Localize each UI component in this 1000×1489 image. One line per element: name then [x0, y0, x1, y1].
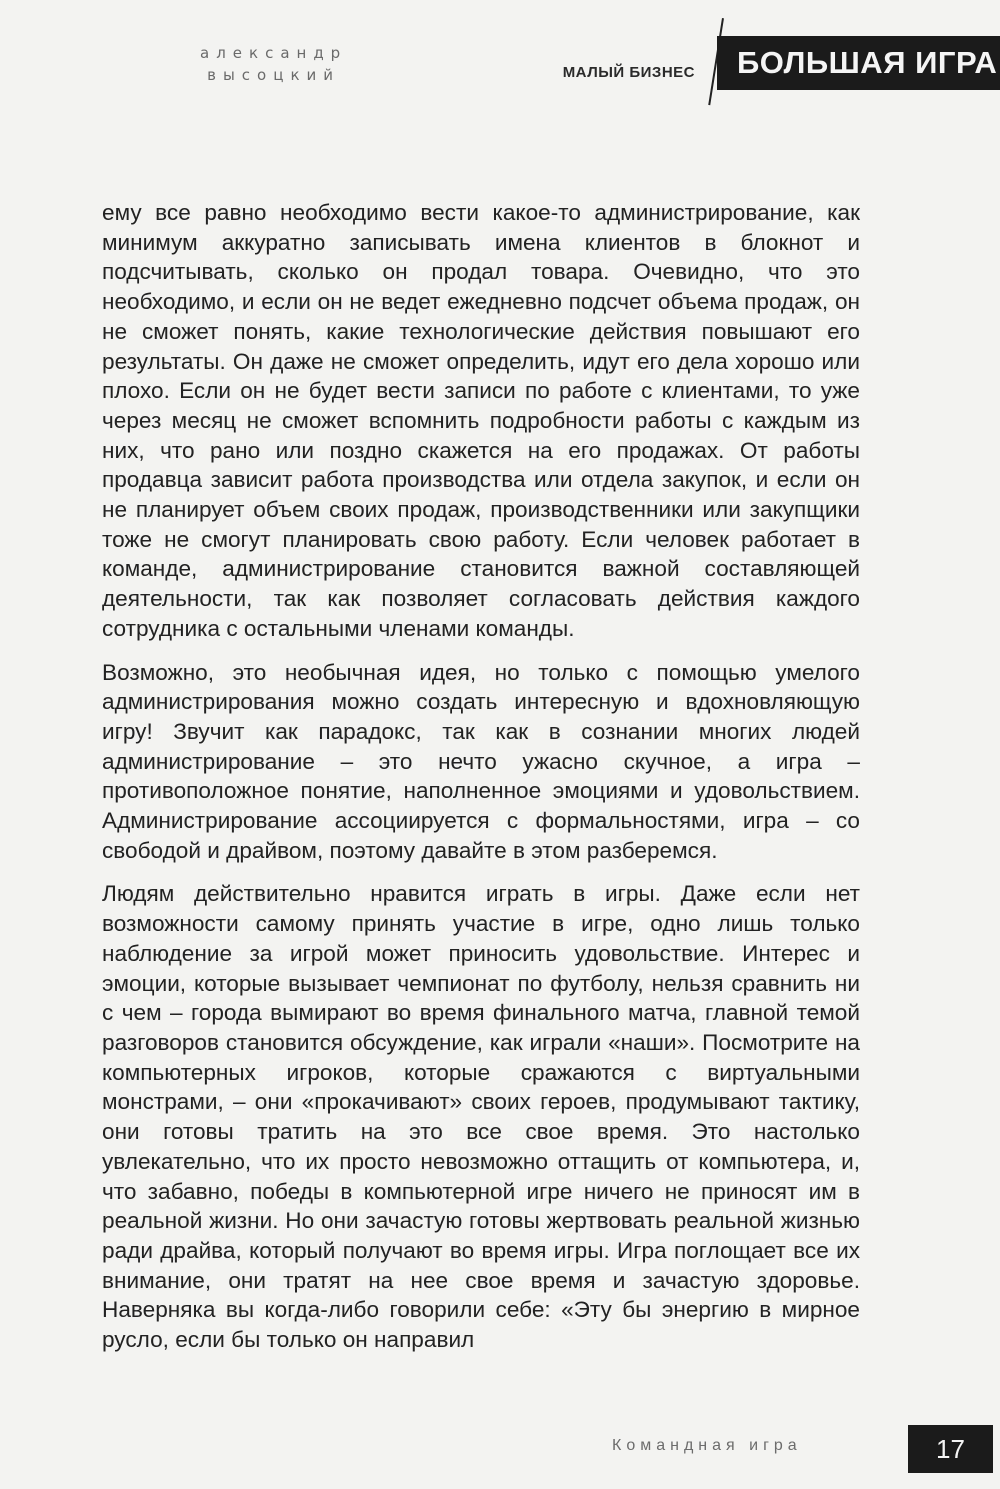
- author-first-name: александр: [200, 44, 348, 62]
- paragraph-2: Возможно, это необычная идея, но только с помощью умелого администрирования можно создать интересную и вдохновляющую игру! Звучит как парадокс, так как в сознании многих людей администрирование – это нечто ужасно скучное, а игра – противоположное понятие, наполненное эмоциями и удовольствием. Администрирование ассоциируется с формальностями, игра – со свободой и драйвом, поэтому давайте в этом разберемся.: [102, 659, 860, 863]
- series-title: МАЛЫЙ БИЗНЕС: [562, 64, 695, 81]
- book-title-banner: БОЛЬШАЯ ИГРА: [717, 36, 1000, 90]
- body-text: [102, 198, 860, 1369]
- page-number: 17: [908, 1425, 993, 1473]
- author-name: [200, 42, 348, 86]
- running-footer: Командная игра: [612, 1437, 802, 1454]
- paragraph-1: ему все равно необходимо вести какое-то администрирование, как минимум аккуратно записывать имена клиентов в блокнот и подсчитывать, сколько он продал товара. Очевидно, что это необходимо, и если он не ведет ежедневно подсчет объема продаж, он не сможет понять, какие технологические действия повышают его результаты. Он даже не сможет определить, идут его дела хорошо или плохо. Если он не будет вести записи по работе с клиентами, то уже через месяц не сможет вспомнить подробности работы с каждым из них, что рано или поздно скажется на его продажах. От работы продавца зависит работа производства или отдела закупок, и если он не планирует объем своих продаж, производственники или закупщики тоже не смогут планировать свою работу. Если человек работает в команде, администрирование становится важной составляющей деятельности, так как позволяет согласовать действия каждого сотрудника с остальными членами команды.: [102, 200, 860, 641]
- paragraph-3: Людям действительно нравится играть в игры. Даже если нет возможности самому принять участие в игре, одно лишь только наблюдение за игрой может приносить удовольствие. Интерес и эмоции, которые вызывает чемпионат по футболу, нельзя сравнить ни с чем – города вымирают во время финального матча, главной темой разговоров становится обсуждение, как играли «наши». Посмотрите на компьютерных игроков, которые сражаются с виртуальными монстрами, – они «прокачивают» своих героев, продумывают тактику, они готовы тратить на это все свое время. Это настолько увлекательно, что их просто невозможно оттащить от компьютера, и, что забавно, победы в компьютерной игре ничего не приносят им в реальной жизни. Но они зачастую готовы жертвовать реальной жизнью ради драйва, который получают во время игры. Игра поглощает все их внимание, они тратят на нее свое время и зачастую здоровье. Наверняка вы когда-либо говорили себе: «Эту бы энергию в мирное русло, если бы только он направил: [102, 881, 860, 1353]
- author-last-name: высоцкий: [207, 66, 340, 84]
